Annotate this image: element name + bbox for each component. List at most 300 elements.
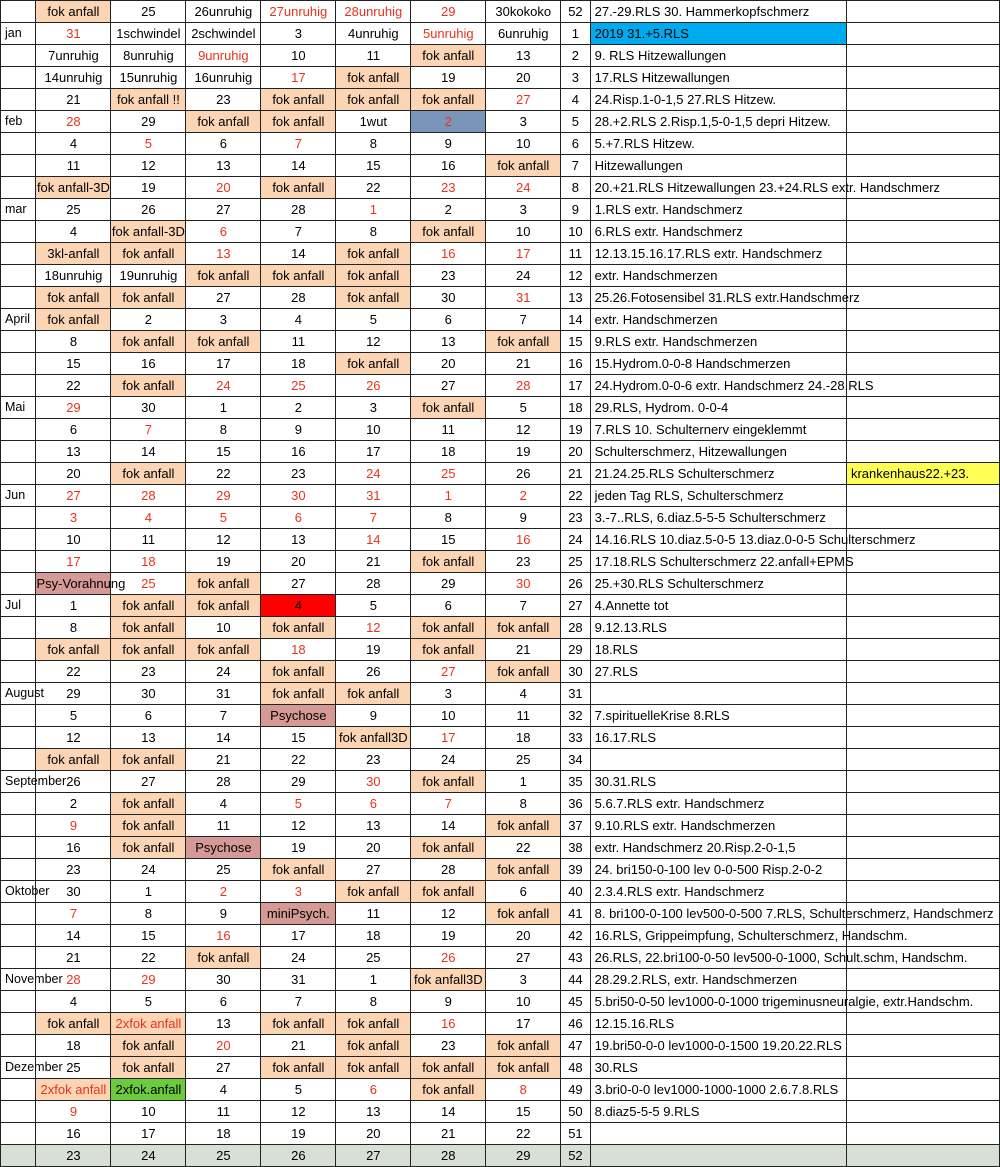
day-cell[interactable]: 6: [336, 1079, 411, 1101]
note-cell[interactable]: 9.12.13.RLS: [590, 617, 846, 639]
day-cell[interactable]: 29: [411, 1, 486, 23]
day-cell[interactable]: fok anfall: [336, 1013, 411, 1035]
day-cell[interactable]: 18: [411, 441, 486, 463]
day-cell[interactable]: 7unruhig: [36, 45, 111, 67]
day-cell[interactable]: 2: [186, 881, 261, 903]
day-cell[interactable]: 30: [111, 397, 186, 419]
week-number-cell[interactable]: 40: [561, 881, 590, 903]
day-cell[interactable]: 31: [486, 287, 561, 309]
note-cell[interactable]: 24.Hydrom.0-0-6 extr. Handschmerz 24.-28.RLS: [590, 375, 846, 397]
week-number-cell[interactable]: 38: [561, 837, 590, 859]
week-number-cell[interactable]: 45: [561, 991, 590, 1013]
month-cell[interactable]: [1, 947, 36, 969]
week-number-cell[interactable]: 39: [561, 859, 590, 881]
week-number-cell[interactable]: 15: [561, 331, 590, 353]
day-cell[interactable]: fok anfall: [111, 331, 186, 353]
day-cell[interactable]: 28: [36, 111, 111, 133]
day-cell[interactable]: 13: [336, 815, 411, 837]
extra-cell[interactable]: [846, 1101, 999, 1123]
day-cell[interactable]: 25: [261, 375, 336, 397]
day-cell[interactable]: 1schwindel: [111, 23, 186, 45]
month-cell[interactable]: mar: [1, 199, 36, 221]
day-cell[interactable]: 10: [261, 45, 336, 67]
extra-cell[interactable]: [846, 67, 999, 89]
day-cell[interactable]: fok anfall: [411, 771, 486, 793]
day-cell[interactable]: 27: [186, 287, 261, 309]
extra-cell[interactable]: [846, 1035, 999, 1057]
day-cell[interactable]: 16: [411, 1013, 486, 1035]
day-cell[interactable]: 21: [336, 551, 411, 573]
day-cell[interactable]: 16: [411, 155, 486, 177]
month-cell[interactable]: [1, 353, 36, 375]
note-cell[interactable]: 25.+30.RLS Schulterschmerz: [590, 573, 846, 595]
day-cell[interactable]: 27: [36, 485, 111, 507]
extra-cell[interactable]: [846, 1013, 999, 1035]
day-cell[interactable]: 9unruhig: [186, 45, 261, 67]
day-cell[interactable]: 20: [411, 353, 486, 375]
day-cell[interactable]: 20: [486, 67, 561, 89]
week-number-cell[interactable]: 37: [561, 815, 590, 837]
day-cell[interactable]: 30: [186, 969, 261, 991]
day-cell[interactable]: 16: [411, 243, 486, 265]
day-cell[interactable]: 24: [486, 177, 561, 199]
week-number-cell[interactable]: 32: [561, 705, 590, 727]
month-cell[interactable]: [1, 1035, 36, 1057]
note-cell[interactable]: 2019 31.+5.RLS: [590, 23, 846, 45]
week-number-cell[interactable]: 35: [561, 771, 590, 793]
day-cell[interactable]: 19: [111, 177, 186, 199]
day-cell[interactable]: 6: [486, 881, 561, 903]
day-cell[interactable]: 2: [111, 309, 186, 331]
note-cell[interactable]: 30.RLS: [590, 1057, 846, 1079]
week-number-cell[interactable]: 6: [561, 133, 590, 155]
day-cell[interactable]: 12: [336, 331, 411, 353]
day-cell[interactable]: 16: [111, 353, 186, 375]
day-cell[interactable]: 13: [411, 331, 486, 353]
extra-cell[interactable]: [846, 793, 999, 815]
month-cell[interactable]: [1, 925, 36, 947]
day-cell[interactable]: 11: [336, 903, 411, 925]
day-cell[interactable]: 8: [36, 617, 111, 639]
day-cell[interactable]: 8: [111, 903, 186, 925]
day-cell[interactable]: 4: [261, 309, 336, 331]
day-cell[interactable]: 27: [111, 771, 186, 793]
day-cell[interactable]: 10: [486, 221, 561, 243]
note-cell[interactable]: 5.+7.RLS Hitzew.: [590, 133, 846, 155]
day-cell[interactable]: 13: [186, 155, 261, 177]
day-cell[interactable]: fok anfall: [486, 155, 561, 177]
note-cell[interactable]: 28.29.2.RLS, extr. Handschmerzen: [590, 969, 846, 991]
month-cell[interactable]: [1, 287, 36, 309]
note-cell[interactable]: 15.Hydrom.0-0-8 Handschmerzen: [590, 353, 846, 375]
extra-cell[interactable]: [846, 507, 999, 529]
day-cell[interactable]: 27: [261, 573, 336, 595]
day-cell[interactable]: 29: [111, 969, 186, 991]
day-cell[interactable]: 21: [36, 947, 111, 969]
day-cell[interactable]: fok anfall: [411, 397, 486, 419]
day-cell[interactable]: 5: [336, 309, 411, 331]
day-cell[interactable]: Psy-Vorahnung: [36, 573, 111, 595]
day-cell[interactable]: 26: [111, 199, 186, 221]
day-cell[interactable]: 15: [111, 925, 186, 947]
day-cell[interactable]: 25: [36, 1057, 111, 1079]
day-cell[interactable]: 6: [336, 793, 411, 815]
day-cell[interactable]: 25: [186, 1145, 261, 1167]
month-cell[interactable]: feb: [1, 111, 36, 133]
note-cell[interactable]: 12.15.16.RLS: [590, 1013, 846, 1035]
week-number-cell[interactable]: 52: [561, 1145, 590, 1167]
week-number-cell[interactable]: 5: [561, 111, 590, 133]
day-cell[interactable]: 10: [486, 991, 561, 1013]
day-cell[interactable]: 27: [336, 1145, 411, 1167]
day-cell[interactable]: 17: [261, 67, 336, 89]
day-cell[interactable]: 15: [36, 353, 111, 375]
month-cell[interactable]: [1, 441, 36, 463]
day-cell[interactable]: 8: [411, 507, 486, 529]
extra-cell[interactable]: [846, 771, 999, 793]
day-cell[interactable]: 26: [336, 661, 411, 683]
day-cell[interactable]: 10: [186, 617, 261, 639]
week-number-cell[interactable]: 50: [561, 1101, 590, 1123]
day-cell[interactable]: 6: [111, 705, 186, 727]
day-cell[interactable]: 25: [36, 199, 111, 221]
day-cell[interactable]: 24: [486, 265, 561, 287]
day-cell[interactable]: 16: [186, 925, 261, 947]
month-cell[interactable]: [1, 177, 36, 199]
day-cell[interactable]: fok anfall: [111, 287, 186, 309]
day-cell[interactable]: 18: [261, 353, 336, 375]
day-cell[interactable]: fok anfall: [411, 45, 486, 67]
day-cell[interactable]: 23: [261, 463, 336, 485]
day-cell[interactable]: 23: [36, 859, 111, 881]
day-cell[interactable]: miniPsych.: [261, 903, 336, 925]
note-cell[interactable]: 19.bri50-0-0 lev1000-0-1500 19.20.22.RLS: [590, 1035, 846, 1057]
day-cell[interactable]: fok anfall: [486, 1057, 561, 1079]
day-cell[interactable]: fok anfall: [186, 639, 261, 661]
note-cell[interactable]: 5.bri50-0-50 lev1000-0-1000 trigeminusneuralgie, extr.Handschm.: [590, 991, 846, 1013]
day-cell[interactable]: 3: [261, 881, 336, 903]
note-cell[interactable]: extr. Handschmerzen: [590, 265, 846, 287]
day-cell[interactable]: 17: [261, 925, 336, 947]
day-cell[interactable]: 21: [411, 1123, 486, 1145]
day-cell[interactable]: fok anfall: [486, 903, 561, 925]
note-cell[interactable]: extr. Handschmerzen: [590, 309, 846, 331]
extra-cell[interactable]: [846, 485, 999, 507]
day-cell[interactable]: fok anfall: [411, 617, 486, 639]
day-cell[interactable]: 15: [336, 155, 411, 177]
day-cell[interactable]: 17: [486, 243, 561, 265]
day-cell[interactable]: 4: [186, 793, 261, 815]
day-cell[interactable]: 3: [336, 397, 411, 419]
day-cell[interactable]: 12: [186, 529, 261, 551]
extra-cell[interactable]: [846, 837, 999, 859]
day-cell[interactable]: 27: [186, 1057, 261, 1079]
month-cell[interactable]: [1, 529, 36, 551]
note-cell[interactable]: Hitzewallungen: [590, 155, 846, 177]
day-cell[interactable]: fok anfall: [186, 573, 261, 595]
day-cell[interactable]: 8: [186, 419, 261, 441]
month-cell[interactable]: [1, 573, 36, 595]
day-cell[interactable]: fok anfall: [36, 749, 111, 771]
day-cell[interactable]: 9: [36, 1101, 111, 1123]
day-cell[interactable]: 13: [486, 45, 561, 67]
note-cell[interactable]: 30.31.RLS: [590, 771, 846, 793]
day-cell[interactable]: 29: [36, 397, 111, 419]
day-cell[interactable]: 2xfok.anfall: [111, 1079, 186, 1101]
day-cell[interactable]: 25: [411, 463, 486, 485]
day-cell[interactable]: 10: [411, 705, 486, 727]
day-cell[interactable]: 5unruhig: [411, 23, 486, 45]
day-cell[interactable]: 17: [486, 1013, 561, 1035]
note-cell[interactable]: 5.6.7.RLS extr. Handschmerz: [590, 793, 846, 815]
day-cell[interactable]: 9: [411, 133, 486, 155]
day-cell[interactable]: 15: [261, 727, 336, 749]
day-cell[interactable]: 22: [336, 177, 411, 199]
day-cell[interactable]: 24: [111, 859, 186, 881]
day-cell[interactable]: 5: [336, 595, 411, 617]
day-cell[interactable]: 4: [111, 507, 186, 529]
day-cell[interactable]: fok anfall: [111, 815, 186, 837]
day-cell[interactable]: fok anfall: [111, 463, 186, 485]
day-cell[interactable]: 4: [36, 133, 111, 155]
day-cell[interactable]: 7: [261, 133, 336, 155]
month-cell[interactable]: [1, 89, 36, 111]
extra-cell[interactable]: [846, 265, 999, 287]
note-cell[interactable]: 6.RLS extr. Handschmerz: [590, 221, 846, 243]
extra-cell[interactable]: [846, 419, 999, 441]
day-cell[interactable]: 6: [261, 507, 336, 529]
day-cell[interactable]: 4: [186, 1079, 261, 1101]
day-cell[interactable]: 5: [36, 705, 111, 727]
extra-cell[interactable]: [846, 111, 999, 133]
day-cell[interactable]: 28: [111, 485, 186, 507]
day-cell[interactable]: 28: [411, 1145, 486, 1167]
note-cell[interactable]: 20.+21.RLS Hitzewallungen 23.+24.RLS extr. Handschmerz: [590, 177, 846, 199]
week-number-cell[interactable]: 47: [561, 1035, 590, 1057]
day-cell[interactable]: 19: [186, 551, 261, 573]
day-cell[interactable]: fok anfall: [111, 243, 186, 265]
day-cell[interactable]: 6: [36, 419, 111, 441]
day-cell[interactable]: 22: [486, 1123, 561, 1145]
day-cell[interactable]: 19: [261, 1123, 336, 1145]
day-cell[interactable]: 1: [186, 397, 261, 419]
day-cell[interactable]: 24: [411, 749, 486, 771]
day-cell[interactable]: 5: [111, 991, 186, 1013]
day-cell[interactable]: 29: [186, 485, 261, 507]
month-cell[interactable]: Oktober: [1, 881, 36, 903]
note-cell[interactable]: 18.RLS: [590, 639, 846, 661]
day-cell[interactable]: fok anfall: [486, 1035, 561, 1057]
day-cell[interactable]: 28: [186, 771, 261, 793]
day-cell[interactable]: fok anfall: [261, 683, 336, 705]
extra-cell[interactable]: [846, 661, 999, 683]
day-cell[interactable]: 13: [261, 529, 336, 551]
day-cell[interactable]: 28: [261, 199, 336, 221]
day-cell[interactable]: fok anfall: [111, 617, 186, 639]
extra-cell[interactable]: [846, 595, 999, 617]
month-cell[interactable]: [1, 793, 36, 815]
week-number-cell[interactable]: 16: [561, 353, 590, 375]
extra-cell[interactable]: [846, 551, 999, 573]
day-cell[interactable]: 18: [111, 551, 186, 573]
month-cell[interactable]: April: [1, 309, 36, 331]
day-cell[interactable]: 8: [36, 331, 111, 353]
month-cell[interactable]: [1, 1123, 36, 1145]
extra-cell[interactable]: [846, 23, 999, 45]
day-cell[interactable]: 4: [486, 683, 561, 705]
day-cell[interactable]: 12: [486, 419, 561, 441]
week-number-cell[interactable]: 24: [561, 529, 590, 551]
day-cell[interactable]: 20: [186, 1035, 261, 1057]
note-cell[interactable]: [590, 749, 846, 771]
day-cell[interactable]: 23: [486, 551, 561, 573]
note-cell[interactable]: 8. bri100-0-100 lev500-0-500 7.RLS, Schulterschmerz, Handschmerz: [590, 903, 846, 925]
day-cell[interactable]: 21: [486, 353, 561, 375]
day-cell[interactable]: 22: [36, 661, 111, 683]
day-cell[interactable]: 2: [261, 397, 336, 419]
extra-cell[interactable]: [846, 683, 999, 705]
day-cell[interactable]: 28: [261, 287, 336, 309]
day-cell[interactable]: 14: [411, 1101, 486, 1123]
day-cell[interactable]: 2: [411, 199, 486, 221]
day-cell[interactable]: 11: [261, 331, 336, 353]
day-cell[interactable]: 20: [336, 1123, 411, 1145]
day-cell[interactable]: 27: [486, 947, 561, 969]
day-cell[interactable]: fok anfall3D: [411, 969, 486, 991]
month-cell[interactable]: [1, 903, 36, 925]
day-cell[interactable]: 30: [336, 771, 411, 793]
note-cell[interactable]: 27.RLS: [590, 661, 846, 683]
day-cell[interactable]: fok anfall-3D: [111, 221, 186, 243]
extra-cell[interactable]: [846, 969, 999, 991]
day-cell[interactable]: 22: [36, 375, 111, 397]
day-cell[interactable]: 14: [261, 243, 336, 265]
day-cell[interactable]: fok anfall: [111, 1057, 186, 1079]
month-cell[interactable]: Mai: [1, 397, 36, 419]
day-cell[interactable]: 4: [261, 595, 336, 617]
day-cell[interactable]: 18: [336, 925, 411, 947]
day-cell[interactable]: 2schwindel: [186, 23, 261, 45]
day-cell[interactable]: 25: [486, 749, 561, 771]
day-cell[interactable]: fok anfall: [261, 111, 336, 133]
day-cell[interactable]: 19: [411, 925, 486, 947]
day-cell[interactable]: fok anfall: [411, 1079, 486, 1101]
day-cell[interactable]: 6: [411, 309, 486, 331]
extra-cell[interactable]: [846, 749, 999, 771]
day-cell[interactable]: 12: [261, 1101, 336, 1123]
day-cell[interactable]: fok anfall: [261, 661, 336, 683]
extra-cell[interactable]: [846, 331, 999, 353]
month-cell[interactable]: [1, 133, 36, 155]
day-cell[interactable]: 12: [36, 727, 111, 749]
note-cell[interactable]: 9.10.RLS extr. Handschmerzen: [590, 815, 846, 837]
month-cell[interactable]: [1, 243, 36, 265]
day-cell[interactable]: 21: [186, 749, 261, 771]
extra-cell[interactable]: [846, 89, 999, 111]
day-cell[interactable]: 25: [111, 1, 186, 23]
note-cell[interactable]: 8.diaz5-5-5 9.RLS: [590, 1101, 846, 1123]
day-cell[interactable]: 9: [486, 507, 561, 529]
day-cell[interactable]: 12: [336, 617, 411, 639]
day-cell[interactable]: 1: [36, 595, 111, 617]
day-cell[interactable]: 19: [336, 639, 411, 661]
day-cell[interactable]: 11: [36, 155, 111, 177]
month-cell[interactable]: [1, 331, 36, 353]
day-cell[interactable]: 28: [336, 573, 411, 595]
week-number-cell[interactable]: 42: [561, 925, 590, 947]
extra-cell[interactable]: [846, 639, 999, 661]
day-cell[interactable]: fok anfall: [336, 353, 411, 375]
day-cell[interactable]: fok anfall: [411, 551, 486, 573]
extra-cell[interactable]: [846, 353, 999, 375]
month-cell[interactable]: [1, 419, 36, 441]
day-cell[interactable]: 4: [36, 991, 111, 1013]
day-cell[interactable]: 18: [186, 1123, 261, 1145]
week-number-cell[interactable]: 52: [561, 1, 590, 23]
week-number-cell[interactable]: 43: [561, 947, 590, 969]
week-number-cell[interactable]: 34: [561, 749, 590, 771]
day-cell[interactable]: 7: [111, 419, 186, 441]
day-cell[interactable]: 23: [336, 749, 411, 771]
month-cell[interactable]: [1, 727, 36, 749]
month-cell[interactable]: [1, 815, 36, 837]
day-cell[interactable]: fok anfall: [111, 1035, 186, 1057]
note-cell[interactable]: 27.-29.RLS 30. Hammerkopfschmerz: [590, 1, 846, 23]
day-cell[interactable]: 1: [411, 485, 486, 507]
note-cell[interactable]: 16.17.RLS: [590, 727, 846, 749]
day-cell[interactable]: 14: [261, 155, 336, 177]
extra-cell[interactable]: [846, 1123, 999, 1145]
month-cell[interactable]: [1, 507, 36, 529]
day-cell[interactable]: 24: [186, 661, 261, 683]
month-cell[interactable]: [1, 705, 36, 727]
month-cell[interactable]: [1, 155, 36, 177]
day-cell[interactable]: 30kokoko: [486, 1, 561, 23]
day-cell[interactable]: 12: [111, 155, 186, 177]
day-cell[interactable]: 13: [336, 1101, 411, 1123]
day-cell[interactable]: 3: [261, 23, 336, 45]
day-cell[interactable]: 16unruhig: [186, 67, 261, 89]
extra-cell[interactable]: [846, 287, 999, 309]
week-number-cell[interactable]: 7: [561, 155, 590, 177]
day-cell[interactable]: 14: [111, 441, 186, 463]
day-cell[interactable]: 8: [486, 793, 561, 815]
day-cell[interactable]: fok anfall: [411, 89, 486, 111]
day-cell[interactable]: fok anfall: [186, 331, 261, 353]
day-cell[interactable]: 28unruhig: [336, 1, 411, 23]
extra-cell[interactable]: [846, 1057, 999, 1079]
day-cell[interactable]: fok anfall: [261, 1057, 336, 1079]
day-cell[interactable]: 31: [336, 485, 411, 507]
day-cell[interactable]: fok anfall: [336, 1057, 411, 1079]
week-number-cell[interactable]: 25: [561, 551, 590, 573]
day-cell[interactable]: fok anfall: [261, 89, 336, 111]
note-cell[interactable]: [590, 1145, 846, 1167]
day-cell[interactable]: 8unruhig: [111, 45, 186, 67]
day-cell[interactable]: fok anfall: [111, 595, 186, 617]
day-cell[interactable]: fok anfall: [486, 859, 561, 881]
extra-cell[interactable]: [846, 727, 999, 749]
day-cell[interactable]: 26: [336, 375, 411, 397]
day-cell[interactable]: 20: [36, 463, 111, 485]
month-cell[interactable]: [1, 45, 36, 67]
day-cell[interactable]: fok anfall: [186, 111, 261, 133]
note-cell[interactable]: 14.16.RLS 10.diaz.5-0-5 13.diaz.0-0-5 Schulterschmerz: [590, 529, 846, 551]
day-cell[interactable]: 17: [186, 353, 261, 375]
day-cell[interactable]: 13: [186, 243, 261, 265]
note-cell[interactable]: 1.RLS extr. Handschmerz: [590, 199, 846, 221]
day-cell[interactable]: 21: [486, 639, 561, 661]
